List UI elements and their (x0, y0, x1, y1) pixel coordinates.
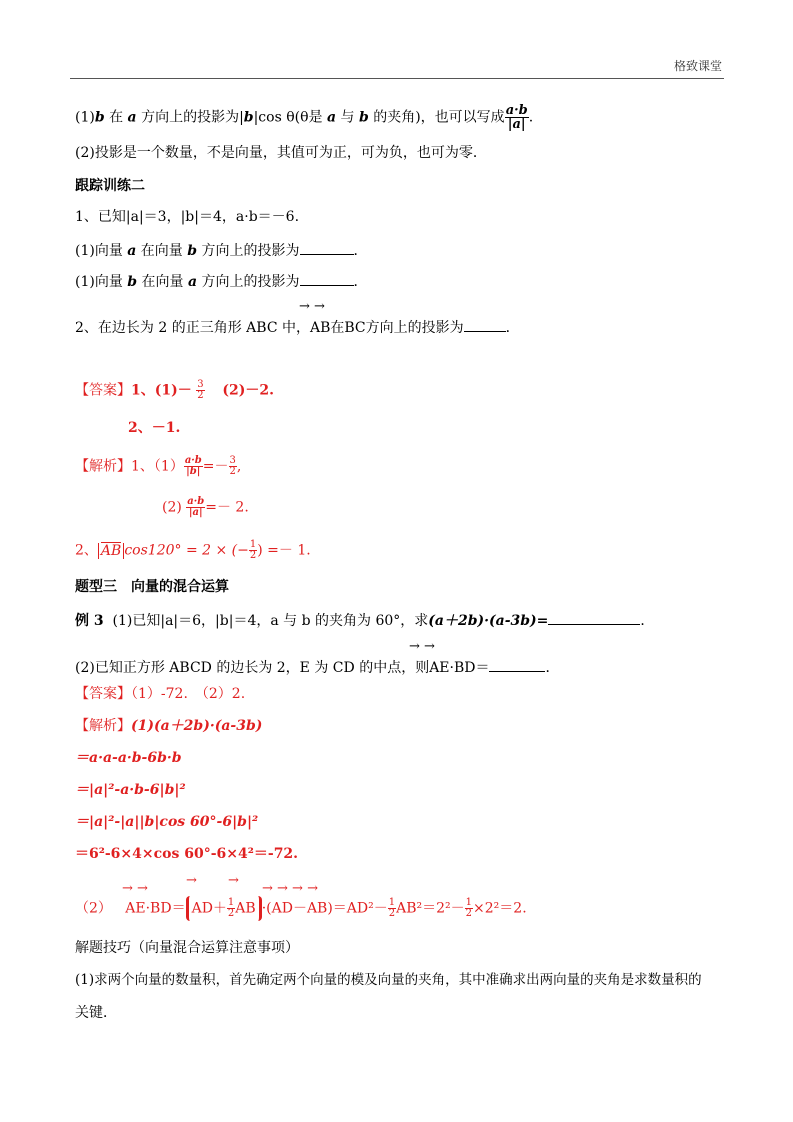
type3-title: 题型三 向量的混合运算 (75, 579, 229, 595)
fraction-one-half: $\frac{1}{2}$ (227, 897, 235, 919)
tips-title: 解题技巧（向量混合运算注意事项） (75, 940, 299, 956)
practice-title: 跟踪训练二 (75, 178, 145, 194)
answer-3: 【答案】（1）-72. （2）2. (75, 686, 246, 702)
answer-blank[interactable] (300, 240, 354, 255)
fraction-one-half: $\frac{1}{2}$ (388, 897, 396, 919)
tips-line-1: (1)求两个向量的数量积，首先确定两个向量的模及向量的夹角，其中准确求出两向量的夹角是求数量积的 (75, 972, 702, 988)
answer-1-line-2: 2、－1. (128, 420, 181, 436)
vector-ab: AB (100, 542, 122, 559)
header-brand: 格致课堂 (674, 59, 723, 73)
analysis-3-line-4: ＝|a|²-|a||b|cos 60°-6|b|² (75, 814, 259, 830)
analysis-3-part-2: （2） AE·BD＝ AD＋ $\frac{1}{2}$ AB ·(AD－AB)＝AD²－ $\frac{1}{2}$ AB²＝2²－ $\frac{1}{2}$ ×2²＝2. (75, 897, 527, 919)
fraction-ab-over-a: $\frac{a\cdot b}{|a|}$ (187, 496, 205, 518)
vector-arrows: → → (409, 639, 435, 654)
analysis-3-line-3: ＝|a|²-a·b-6|b|² (75, 782, 186, 798)
projection-fraction: $\frac{a\cdot b}{|a|}$ (505, 103, 528, 132)
example-3-q1: 例 3 (1)已知|a|＝6，|b|＝4，a 与 b 的夹角为 60°，求(a＋2b)·(a-3b)= ． (75, 610, 654, 631)
analysis-1-line-3: 2、 AB cos120° = 2 × (− $\frac{1}{2}$ ) =－ 1. (75, 539, 311, 561)
analysis-1-line-2: (2) $\frac{a\cdot b}{|a|}$ =－ 2. (162, 496, 249, 518)
fraction-one-half: $\frac{1}{2}$ (465, 897, 473, 919)
analysis-3-line-1: 【解析】(1)(a＋2b)·(a-3b) (75, 718, 263, 734)
answer-blank[interactable] (300, 271, 354, 286)
answer-fraction: $\frac{3}{2}$ (197, 379, 204, 401)
vector-arrows: → (186, 873, 197, 888)
practice-q1a: (1)向量 a 在向量 b 方向上的投影为 ． (75, 240, 368, 261)
answer-1: 【答案】1、(1)－ $\frac{3}{2}$ (2)－2. (75, 379, 274, 401)
analysis-1-line-1: 【解析】1、（1） $\frac{a\cdot b}{|b|}$ =－ $\frac{3}{2}$ , (75, 455, 242, 477)
answer-blank[interactable] (489, 657, 545, 672)
answer-blank[interactable] (464, 317, 506, 332)
vector-arrows: → → → → (262, 881, 318, 896)
fraction-ab-over-b: $\frac{a\cdot b}{|b|}$ (184, 455, 202, 477)
note-line-1: (1)b 在 a 方向上的投影为|b|cos θ(θ是 a 与 b 的夹角)，也可以写成 $\frac{a\cdot b}{|a|}$ . (75, 103, 534, 132)
fraction-three-halves: $\frac{3}{2}$ (229, 455, 236, 477)
vector-arrows: → → (122, 881, 148, 896)
practice-q1b: (1)向量 b 在向量 a 方向上的投影为 ． (75, 271, 368, 292)
practice-q1: 1、已知|a|＝3，|b|＝4，a·b＝－6. (75, 209, 300, 225)
analysis-3-line-5: ＝6²-6×4×cos 60°-6×4²＝-72. (75, 846, 299, 862)
answer-blank[interactable] (548, 610, 640, 625)
practice-q2: 2、在边长为 2 的正三角形 ABC 中，AB在BC方向上的投影为 ． (75, 317, 520, 338)
analysis-3-line-2: ＝a·a-a·b-6b·b (75, 750, 182, 766)
tips-line-2: 关键． (75, 1005, 117, 1021)
header-rule (70, 78, 724, 79)
vector-arrows: → (228, 873, 239, 888)
example-3-q2: (2)已知正方形 ABCD 的边长为 2，E 为 CD 的中点，则AE·BD＝ ． (75, 657, 559, 678)
vector-arrows: → → (299, 299, 325, 314)
note-line-2: (2)投影是一个数量，不是向量，其值可为正，可为负，也可为零． (75, 145, 487, 161)
fraction-one-half: $\frac{1}{2}$ (249, 539, 257, 561)
